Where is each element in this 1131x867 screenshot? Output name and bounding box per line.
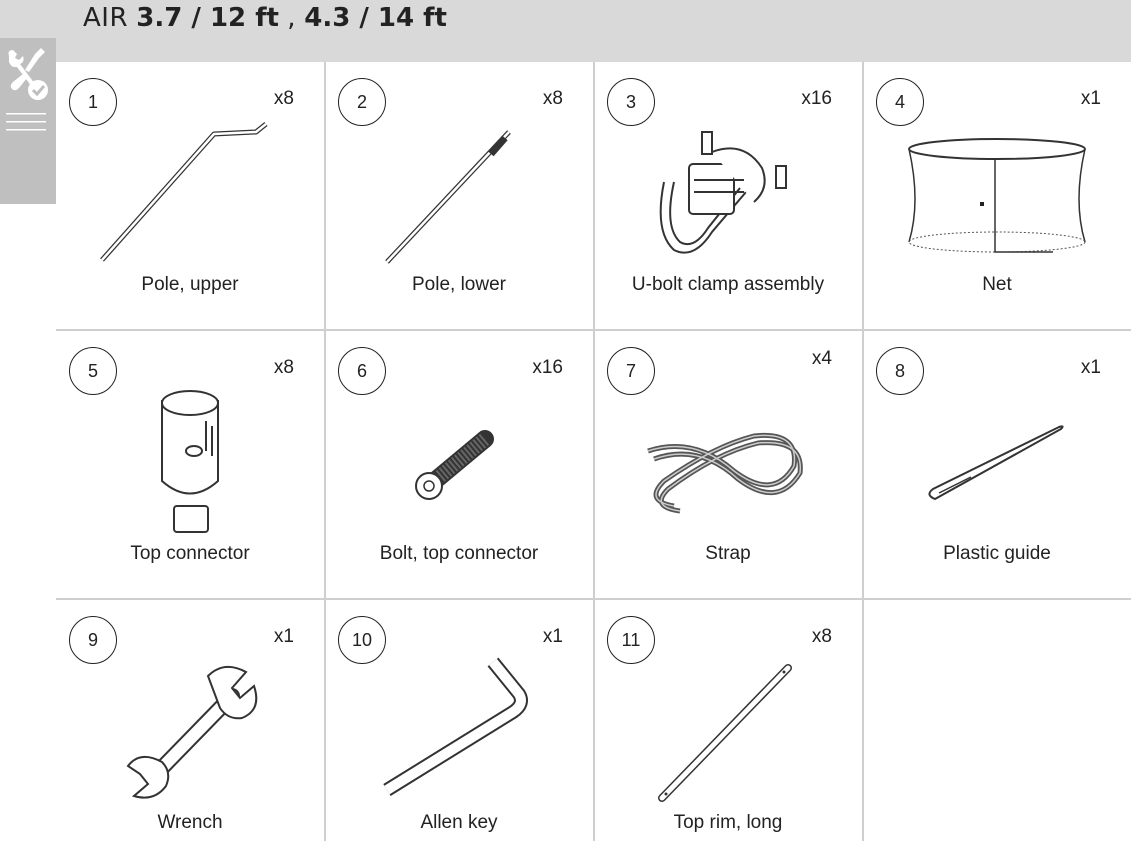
- part-quantity: x1: [273, 626, 294, 647]
- part-cell: [325, 600, 593, 867]
- part-quantity: x8: [542, 88, 563, 109]
- part-name: Plastic guide: [943, 543, 1051, 564]
- part-cell: [863, 62, 1131, 329]
- part-quantity: x8: [273, 88, 294, 109]
- part-number: 8: [876, 347, 924, 395]
- sidebar-tools-tab[interactable]: [0, 38, 56, 204]
- title-size-one: 3.7 / 12 ft: [136, 3, 279, 33]
- part-name: Wrench: [157, 812, 223, 833]
- part-number: 2: [338, 78, 386, 126]
- part-cell: [325, 62, 593, 329]
- part-number: 6: [338, 347, 386, 395]
- part-name: Top rim, long: [673, 812, 783, 833]
- part-name: Bolt, top connector: [379, 543, 539, 564]
- part-quantity: x8: [811, 626, 832, 647]
- title-size-two: 4.3 / 14 ft: [304, 3, 447, 33]
- wrench-screwdriver-check-icon: [5, 48, 51, 104]
- title-prefix: AIR: [83, 3, 129, 33]
- part-number: 11: [607, 616, 655, 664]
- part-cell: [56, 62, 324, 329]
- part-quantity: x8: [273, 357, 294, 378]
- part-quantity: x16: [801, 88, 832, 109]
- part-quantity: x1: [542, 626, 563, 647]
- part-quantity: x1: [1080, 88, 1101, 109]
- part-name: Net: [982, 274, 1012, 295]
- part-number: 3: [607, 78, 655, 126]
- part-cell: [594, 331, 862, 598]
- part-quantity: x16: [532, 357, 563, 378]
- part-number: 10: [338, 616, 386, 664]
- page-title: [83, 3, 447, 33]
- part-name: Allen key: [420, 812, 498, 833]
- part-cell: [325, 331, 593, 598]
- parts-grid: [56, 62, 1131, 841]
- part-cell: [56, 331, 324, 598]
- part-quantity: x4: [811, 348, 832, 369]
- hamburger-menu-icon[interactable]: [6, 112, 46, 132]
- part-cell: [594, 62, 862, 329]
- title-separator: ,: [287, 3, 296, 33]
- part-cell: [594, 600, 862, 867]
- part-name: U-bolt clamp assembly: [631, 274, 825, 295]
- part-number: 1: [69, 78, 117, 126]
- part-name: Pole, lower: [412, 274, 506, 295]
- part-cell: [56, 600, 324, 867]
- part-number: 4: [876, 78, 924, 126]
- part-name: Pole, upper: [141, 274, 239, 295]
- part-number: 7: [607, 347, 655, 395]
- part-cell: [863, 331, 1131, 598]
- part-name: Top connector: [130, 543, 250, 564]
- part-number: 9: [69, 616, 117, 664]
- part-quantity: x1: [1080, 357, 1101, 378]
- header-bar: [0, 0, 1131, 62]
- part-name: Strap: [705, 543, 751, 564]
- part-number: 5: [69, 347, 117, 395]
